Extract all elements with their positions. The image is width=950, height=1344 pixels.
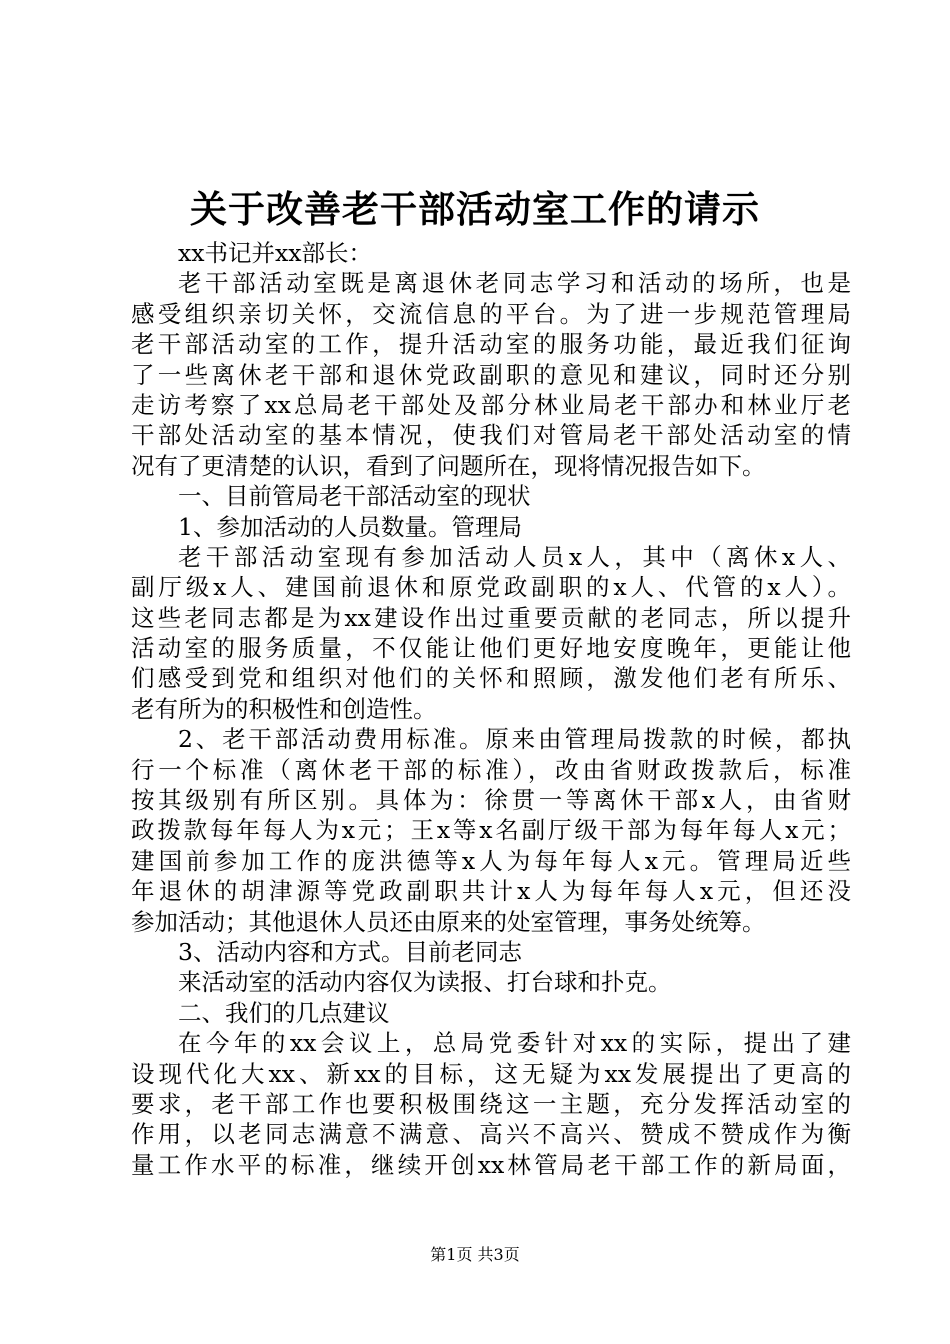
body-line: 参加活动；其他退休人员还由原来的处室管理，事务处统筹。 xyxy=(131,907,766,936)
document-body xyxy=(131,238,851,1180)
salutation-line: xx书记并xx部长： xyxy=(178,239,373,267)
body-line: 况有了更清楚的认识，看到了问题所在，现将情况报告如下。 xyxy=(131,451,766,480)
body-line: 按其级别有所区别。具体为：徐贯一等离休干部x人，由省财 xyxy=(131,786,851,815)
body-line: 们感受到党和组织对他们的关怀和照顾，激发他们老有所乐、 xyxy=(131,664,851,693)
section-heading: 一、目前管局老干部活动室的现状 xyxy=(178,482,531,511)
body-line: 老干部活动室既是离退休老同志学习和活动的场所，也是 xyxy=(178,269,851,298)
body-line: 活动室的服务质量，不仅能让他们更好地安度晚年，更能让他 xyxy=(131,634,851,663)
body-line: 行一个标准（离休老干部的标准），改由省财政拨款后，标准 xyxy=(131,755,851,784)
subsection-heading: 1、参加活动的人员数量。管理局 xyxy=(178,512,522,541)
body-line: 设现代化大xx、新xx的目标，这无疑为xx发展提出了更高的 xyxy=(131,1059,851,1088)
body-line: 了一些离休老干部和退休党政副职的意见和建议，同时还分别 xyxy=(131,360,851,389)
body-line: 政拨款每年每人为x元；王x等x名副厅级干部为每年每人x元； xyxy=(131,816,851,845)
body-line: 要求，老干部工作也要积极围绕这一主题，充分发挥活动室的 xyxy=(131,1089,851,1118)
body-line: 干部处活动室的基本情况，使我们对管局老干部处活动室的情 xyxy=(131,421,851,450)
body-line: 老干部活动室的工作，提升活动室的服务功能，最近我们征询 xyxy=(131,330,851,359)
body-line: 老有所为的积极性和创造性。 xyxy=(131,694,437,723)
subsection-heading: 3、活动内容和方式。目前老同志 xyxy=(178,937,522,966)
document-title: 关于改善老干部活动室工作的请示 xyxy=(190,187,760,231)
body-line: 在今年的xx会议上，总局党委针对xx的实际，提出了建 xyxy=(178,1029,851,1058)
body-line: 年退休的胡津源等党政副职共计x人为每年每人x元，但还没 xyxy=(131,877,851,906)
body-line: 感受组织亲切关怀，交流信息的平台。为了进一步规范管理局 xyxy=(131,299,851,328)
page-number: 第1页 共3页 xyxy=(430,1245,520,1264)
subsection-heading: 2、老干部活动费用标准。原来由管理局拨款的时候，都执 xyxy=(178,725,851,754)
body-line: 建国前参加工作的庞洪德等x人为每年每人x元。管理局近些 xyxy=(131,846,851,875)
section-heading: 二、我们的几点建议 xyxy=(178,998,390,1027)
body-line: 走访考察了xx总局老干部处及部分林业局老干部办和林业厅老 xyxy=(131,390,851,419)
body-line: 老干部活动室现有参加活动人员x人，其中（离休x人、 xyxy=(178,542,851,571)
body-line: 这些老同志都是为xx建设作出过重要贡献的老同志，所以提升 xyxy=(131,603,851,632)
body-line: 来活动室的活动内容仅为读报、打台球和扑克。 xyxy=(178,968,672,997)
body-line: 量工作水平的标准，继续开创xx林管局老干部工作的新局面， xyxy=(131,1150,851,1179)
body-line: 作用，以老同志满意不满意、高兴不高兴、赞成不赞成作为衡 xyxy=(131,1120,851,1149)
body-line: 副厅级x人、建国前退休和原党政副职的x人、代管的x人）。 xyxy=(131,573,851,602)
